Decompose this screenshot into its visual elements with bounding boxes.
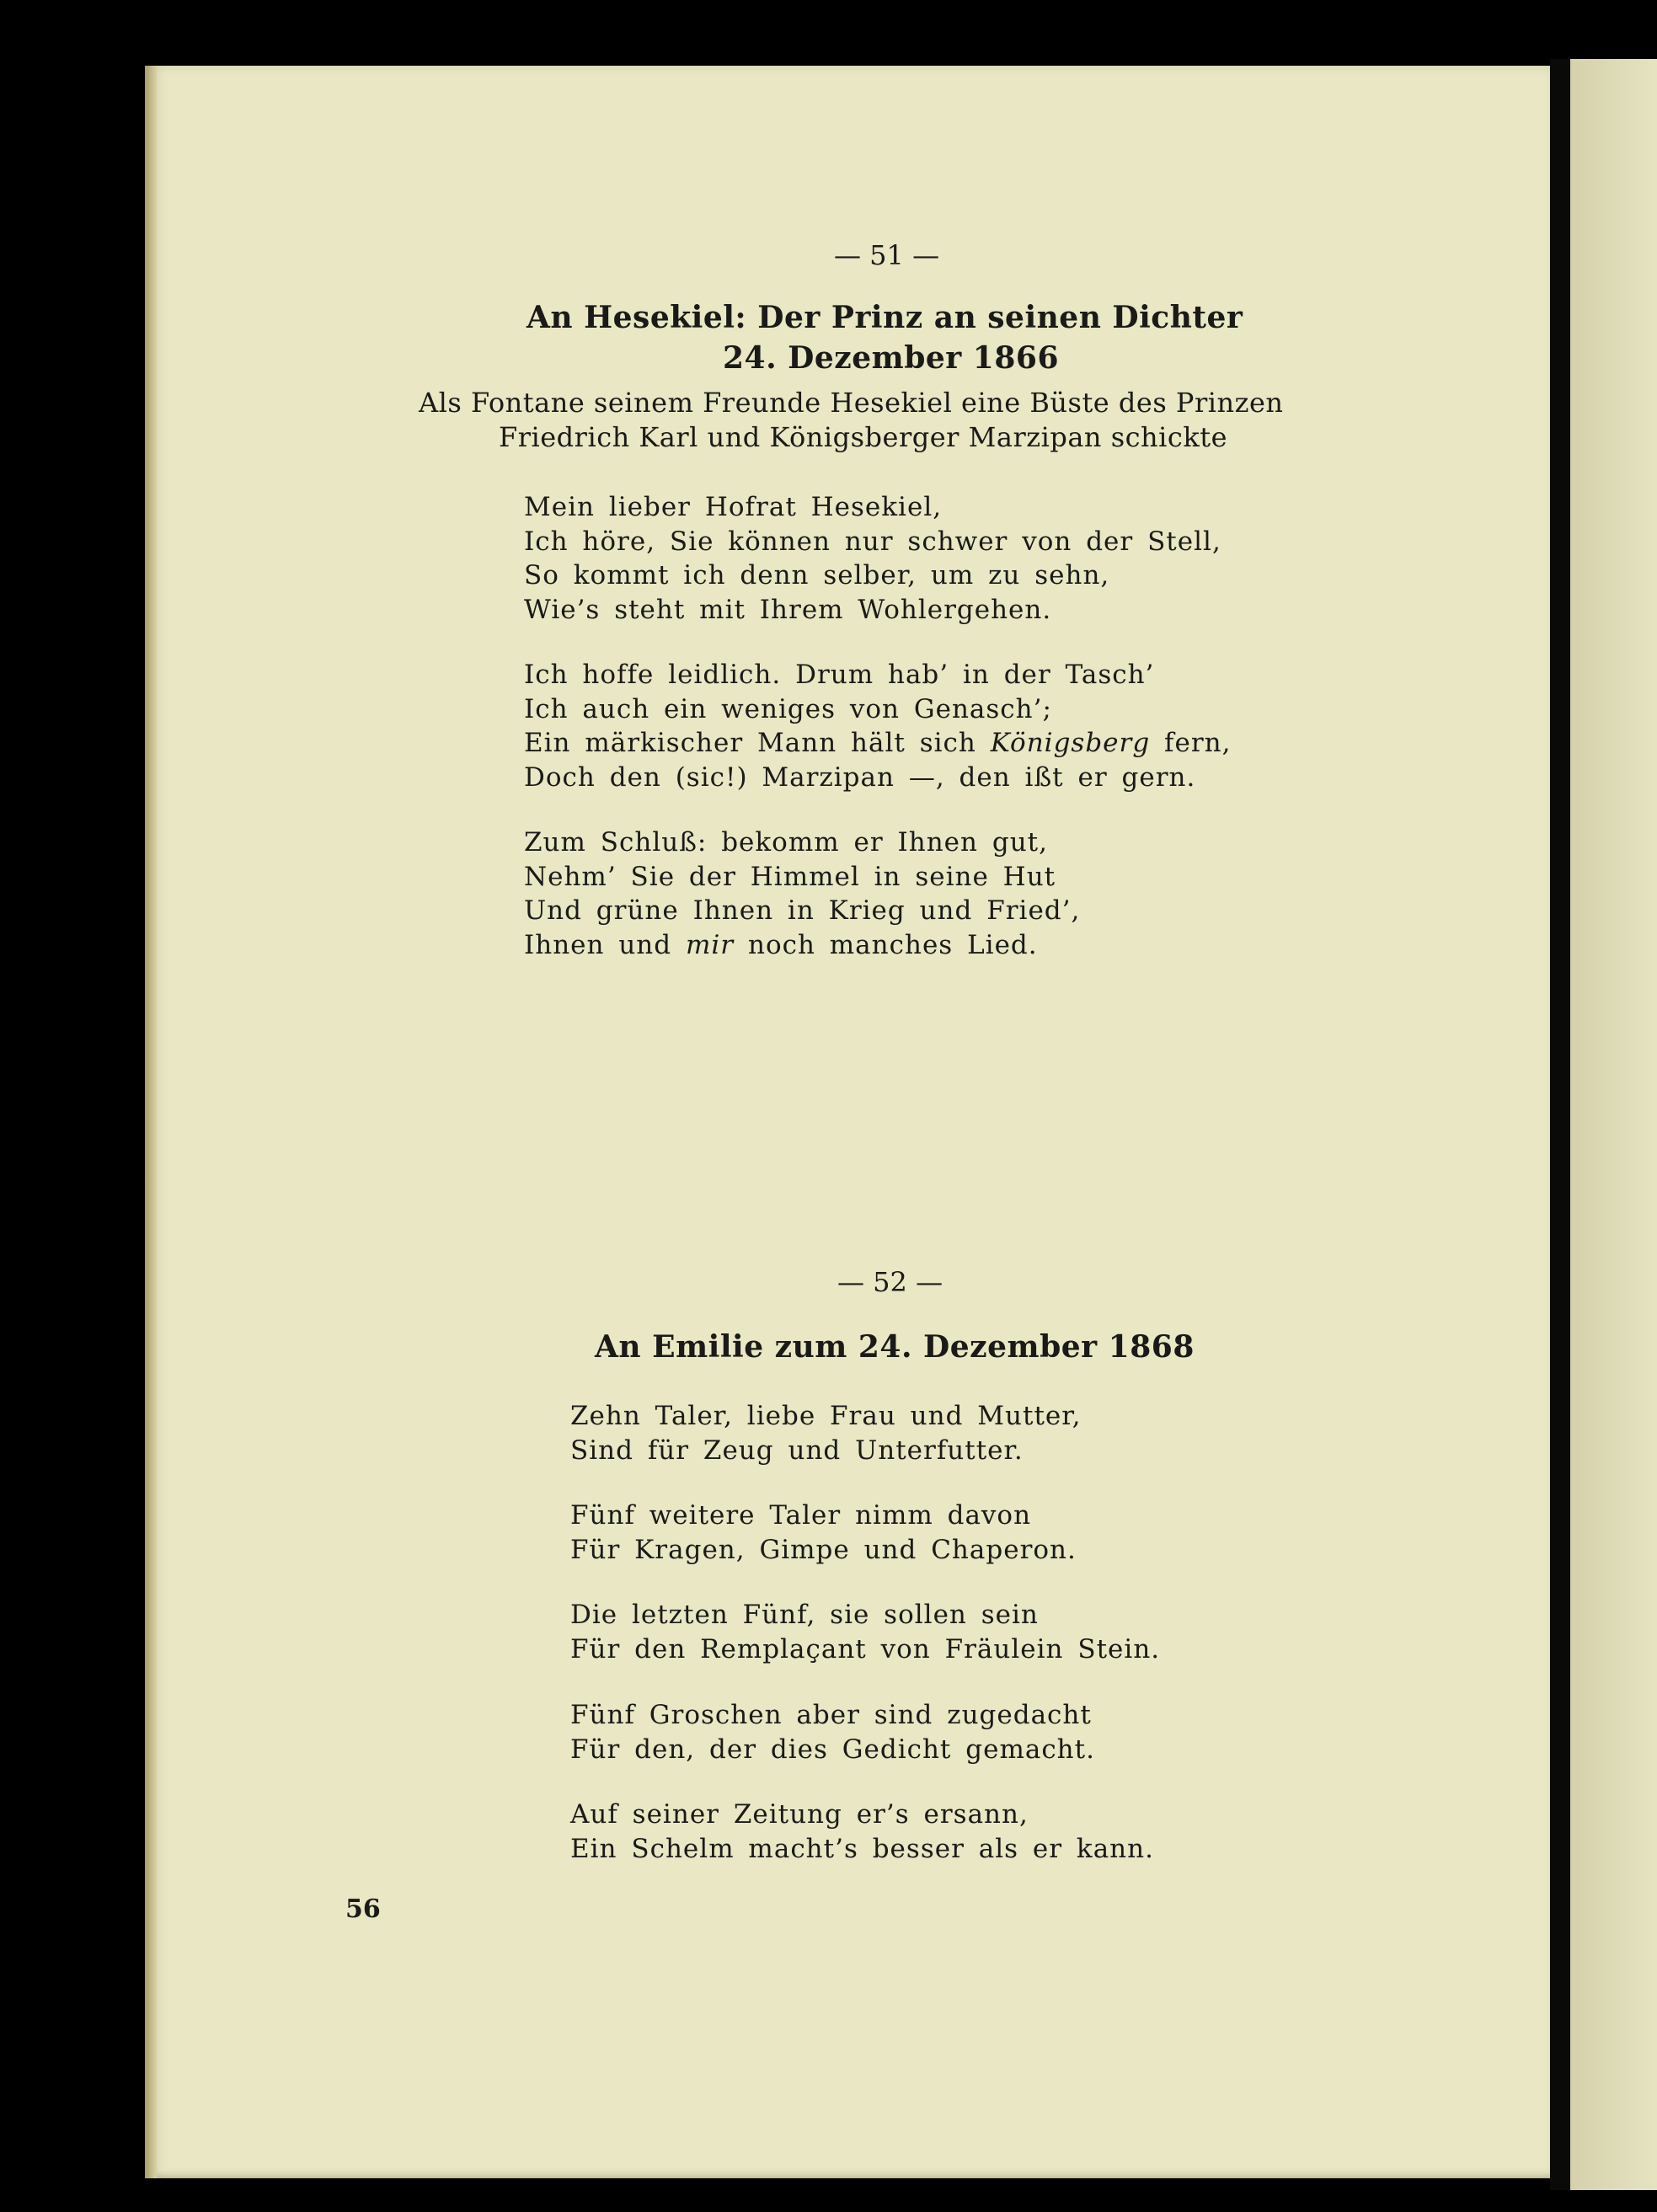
stanza: [570, 1399, 1082, 1467]
verse-line: Nehm’ Sie der Himmel in seine Hut: [524, 861, 1056, 892]
verse-line: Für den Remplaçant von Fräulein Stein.: [570, 1633, 1161, 1664]
verse-line: Fünf Groschen aber sind zugedacht: [570, 1700, 1092, 1730]
verse-line: Zum Schluß: bekomm er Ihnen gut,: [524, 827, 1048, 858]
verse-line: So kommt ich denn selber, um zu sehn,: [524, 560, 1110, 590]
poem-title-line-1: An Hesekiel: Der Prinz an seinen Dichter: [526, 300, 1243, 335]
verse-line: Zehn Taler, liebe Frau und Mutter,: [570, 1401, 1082, 1431]
stanza: [524, 658, 1232, 794]
verse-text: noch manches Lied.: [734, 929, 1038, 960]
verse-line: Ich hoffe leidlich. Drum hab’ in der Tasch’: [524, 660, 1155, 690]
stanza: [570, 1798, 1154, 1866]
verse-line: Und grüne Ihnen in Krieg und Fried’,: [524, 895, 1081, 926]
verse-line: Für Kragen, Gimpe und Chaperon.: [570, 1534, 1077, 1565]
poem-title-line-2: 24. Dezember 1866: [723, 340, 1059, 376]
verse-line: Doch den (sic!) Marzipan —, den ißt er gern.: [524, 761, 1196, 793]
verse-line: Auf seiner Zeitung er’s ersann,: [570, 1799, 1029, 1830]
stanza: [524, 825, 1080, 962]
poem-title: An Emilie zum 24. Dezember 1868: [595, 1329, 1195, 1365]
verse-line: Ich höre, Sie können nur schwer von der Stell,: [524, 526, 1221, 557]
verse-line: Ich auch ein weniges von Genasch’;: [524, 693, 1052, 724]
stanza: [524, 490, 1221, 627]
verse-line: [524, 928, 1080, 963]
verse-text: fern,: [1150, 728, 1232, 758]
emphasized-word: mir: [685, 929, 735, 960]
verse-line: Mein lieber Hofrat Hesekiel,: [524, 492, 943, 522]
verse-line: Ein Schelm macht’s besser als er kann.: [570, 1833, 1154, 1864]
facing-page-edge: [1570, 59, 1657, 2190]
book-gutter: [1550, 59, 1570, 2190]
page-marker-52: — 52 —: [837, 1266, 943, 1298]
page-number: 56: [345, 1894, 381, 1924]
poem-subtitle-line-2: Friedrich Karl und Königsberger Marzipan schickte: [499, 421, 1227, 453]
stanza: [570, 1698, 1095, 1766]
verse-text: Ihnen und: [524, 929, 686, 960]
verse-line: [524, 726, 1232, 761]
page-edge-shadow: [145, 66, 157, 2178]
poem-subtitle-line-1: Als Fontane seinem Freunde Hesekiel eine Büste des Prinzen: [419, 387, 1284, 419]
stanza: [570, 1499, 1077, 1567]
verse-line: Wie’s steht mit Ihrem Wohlergehen.: [524, 594, 1052, 625]
verse-text: Ein märkischer Mann hält sich: [524, 728, 991, 758]
page-marker-51: — 51 —: [834, 239, 940, 271]
stanza: [570, 1598, 1160, 1666]
verse-line: Sind für Zeug und Unterfutter.: [570, 1435, 1024, 1466]
emphasized-word: Königsberg: [990, 728, 1151, 758]
verse-line: Für den, der dies Gedicht gemacht.: [570, 1734, 1095, 1765]
verse-line: Die letzten Fünf, sie sollen sein: [570, 1600, 1039, 1630]
verse-line: Fünf weitere Taler nimm davon: [570, 1500, 1032, 1531]
